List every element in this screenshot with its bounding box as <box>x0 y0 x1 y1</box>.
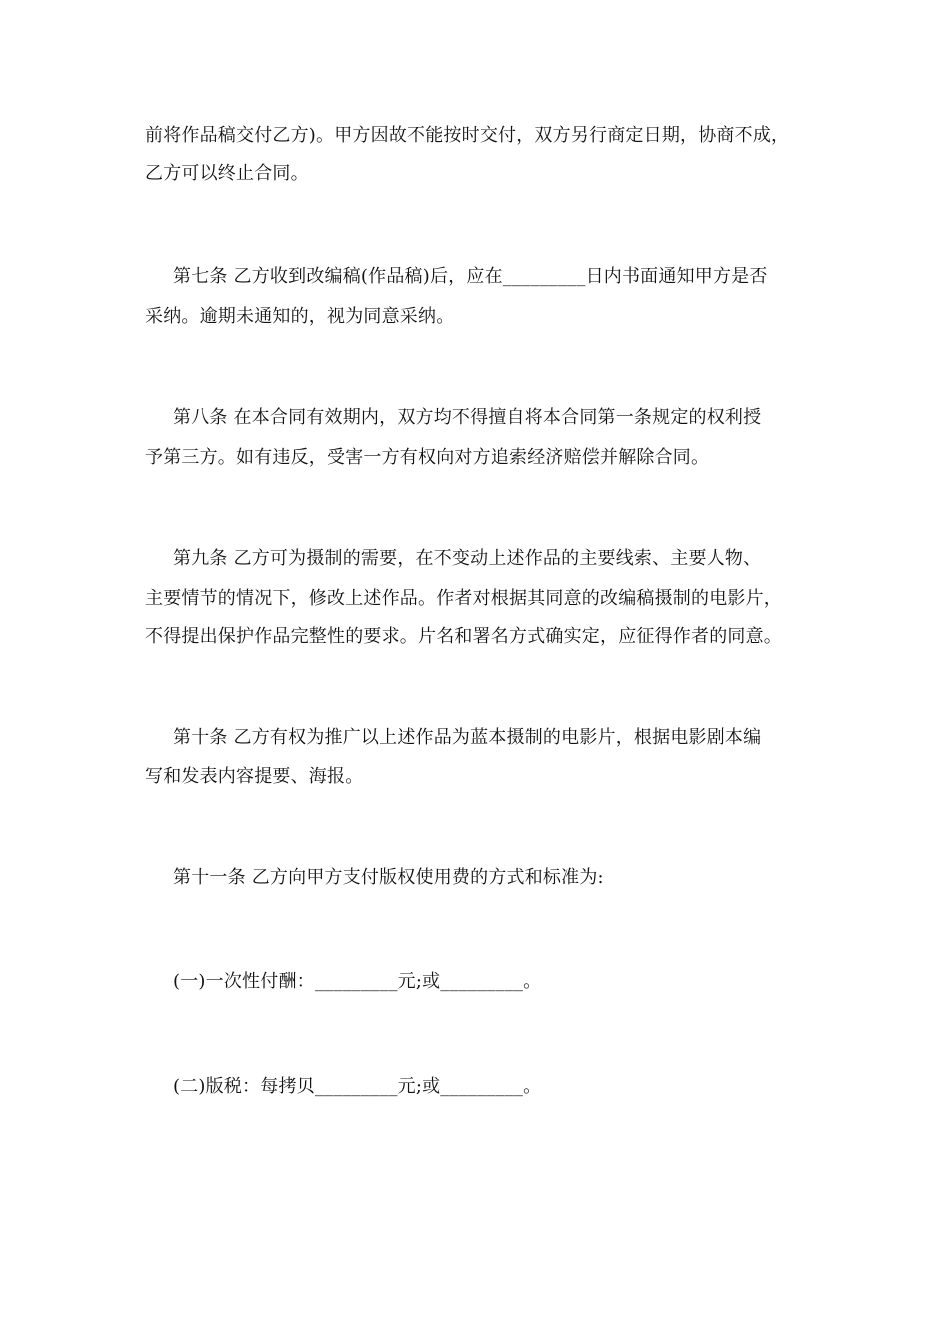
payment-item-1: (一)一次性付酬：_________元;或_________。 <box>173 971 542 992</box>
article-10-line-1: 第十条 乙方有权为推广以上述作品为蓝本摄制的电影片，根据电影剧本编 <box>173 727 762 748</box>
article-9-line-3: 不得提出保护作品完整性的要求。片名和署名方式确实定，应征得作者的同意。 <box>145 626 782 647</box>
article-10-line-2: 写和发表内容提要、海报。 <box>145 766 364 787</box>
intro-line-1: 前将作品稿交付乙方)。甲方因故不能按时交付，双方另行商定日期，协商不成， <box>145 125 790 146</box>
article-7-line-2: 采纳。逾期未通知的，视为同意采纳。 <box>145 306 455 327</box>
payment-item-2: (二)版税：每拷贝_________元;或_________。 <box>173 1076 542 1097</box>
article-11-line-1: 第十一条 乙方向甲方支付版权使用费的方式和标准为: <box>173 867 604 888</box>
article-7-line-1: 第七条 乙方收到改编稿(作品稿)后，应在_________日内书面通知甲方是否 <box>173 266 768 287</box>
intro-line-2: 乙方可以终止合同。 <box>145 163 309 184</box>
article-9-line-1: 第九条 乙方可为摄制的需要，在不变动上述作品的主要线索、主要人物、 <box>173 548 762 569</box>
article-8-line-1: 第八条 在本合同有效期内，双方均不得擅自将本合同第一条规定的权利授 <box>173 407 762 428</box>
article-8-line-2: 予第三方。如有违反，受害一方有权向对方追索经济赔偿并解除合同。 <box>145 447 710 468</box>
article-9-line-2: 主要情节的情况下，修改上述作品。作者对根据其同意的改编稿摄制的电影片， <box>145 588 782 609</box>
